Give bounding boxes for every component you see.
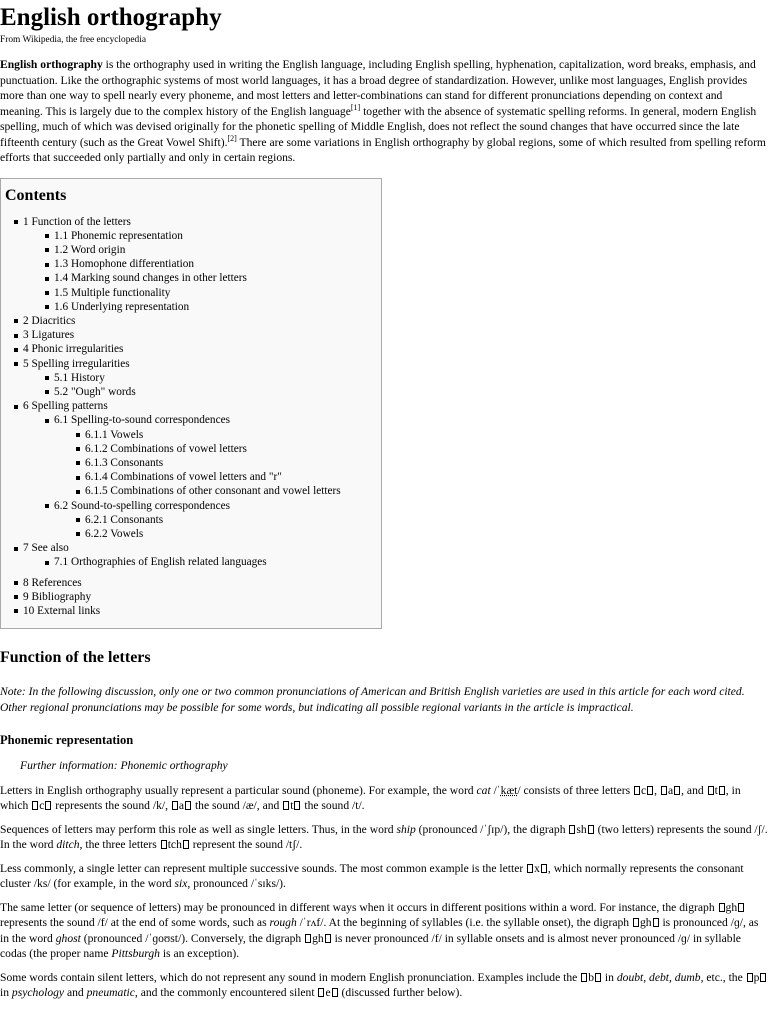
toc-item[interactable] <box>54 229 381 243</box>
toc-link[interactable]: 1.2 Word origin <box>54 243 126 256</box>
text-run: represent the sound /tʃ/. <box>189 838 303 852</box>
text-run: is an exception). <box>159 947 240 961</box>
text-run: , the three letters <box>79 838 160 852</box>
example-word: psychology <box>11 986 65 1000</box>
lead-text-1: is the orthography used in writing the English language, including English spelling, hyphenation, capitalization, word breaks, emphasis, and punctuation. Like the orthographic systems of most world languages, it has a broad degree of standardization. However, unlike most languages, English provides more than one way to spell nearly every phoneme, and most letters and letter-combinations can stand for different pronunciations depending on context and meaning. This is largely due to the complex history of the English language <box>0 58 756 118</box>
toc-link[interactable]: 7.1 Orthographies of English related languages <box>54 556 267 569</box>
letter-example: a <box>178 799 185 813</box>
toc-item[interactable] <box>23 357 381 400</box>
text-run: /ˈrʌf/. At the beginning of syllables (i.e. the syllable onset), the digraph <box>296 916 632 930</box>
letter-example: p <box>753 970 760 984</box>
bracket-glyph-icon <box>634 786 640 795</box>
body-paragraph <box>0 822 768 853</box>
toc-item[interactable] <box>54 555 381 569</box>
text-run: Letters in English orthography usually represent a particular sound (phoneme). For example, the word <box>0 783 477 797</box>
text-run: (two letters) represents the sound /ʃ/. In the word <box>0 822 768 852</box>
toc-item[interactable] <box>54 286 381 300</box>
toc-item[interactable] <box>85 484 381 498</box>
section-heading: Function of the letters <box>0 649 151 667</box>
toc-item[interactable] <box>85 470 381 484</box>
example-word: ditch <box>56 838 80 852</box>
bracket-glyph-icon <box>283 801 289 810</box>
bracket-glyph-icon <box>318 988 324 997</box>
toc-item[interactable] <box>23 314 381 328</box>
bracket-glyph-icon <box>738 903 744 912</box>
toc-link[interactable]: 4 Phonic irregularities <box>23 343 124 356</box>
text-run: etc., the <box>703 970 746 984</box>
letter-example: gh <box>639 916 652 930</box>
text-run: Sequences of letters may perform this role as well as single letters. Thus, in the word <box>0 822 397 836</box>
letter-example: gh <box>312 931 324 945</box>
text-run: is pronounced /ɡ/, as in the word <box>0 916 759 945</box>
lead-text-3: There are some variations in English orthography by global regions, some of which resulted from spelling reform efforts that succeeded only partially and only in certain regions. <box>0 135 766 164</box>
letter-example: a <box>667 783 674 797</box>
toc-item[interactable] <box>54 243 381 257</box>
toc-link[interactable]: 5.1 History <box>54 371 105 384</box>
toc-title: Contents <box>5 186 67 204</box>
example-word: Pittsburgh <box>111 947 160 961</box>
text-run: represents the sound /f/ at the end of some words, such as <box>0 916 270 930</box>
toc-item[interactable] <box>54 499 381 542</box>
toc-link[interactable]: 6.1.1 Vowels <box>85 428 144 441</box>
text-run: , <box>654 783 660 797</box>
bracket-glyph-icon <box>183 840 189 849</box>
toc-list <box>1 215 381 619</box>
bracket-glyph-icon <box>653 918 659 927</box>
page-title: English orthography <box>0 4 222 31</box>
text-run: in <box>0 986 12 1000</box>
toc-link[interactable]: 6.2.1 Consonants <box>85 513 164 526</box>
toc-item[interactable] <box>85 442 381 456</box>
toc-link[interactable]: 6.2.2 Vowels <box>85 527 144 540</box>
bracket-glyph-icon <box>569 825 575 834</box>
example-word: cat <box>476 783 491 797</box>
example-word: ghost <box>55 931 81 945</box>
body-paragraph <box>0 900 768 962</box>
letter-example: x <box>534 861 540 875</box>
toc-link[interactable]: 8 References <box>23 576 82 589</box>
body-paragraph <box>0 783 768 814</box>
toc-item[interactable] <box>23 541 381 569</box>
toc-item[interactable] <box>23 590 381 604</box>
text-run: the sound /æ/, and <box>192 799 283 813</box>
toc-link[interactable]: 1.3 Homophone differentiation <box>54 258 195 271</box>
toc-link[interactable]: 1.6 Underlying representation <box>54 300 190 313</box>
letter-example: t <box>714 783 718 797</box>
bracket-glyph-icon <box>719 786 725 795</box>
toc-link[interactable]: 6.1.3 Consonants <box>85 456 164 469</box>
toc-item[interactable] <box>85 527 381 541</box>
toc-link[interactable]: 5.2 "Ough" words <box>54 385 136 398</box>
hatnote[interactable]: Further information: Phonemic orthography <box>20 759 228 773</box>
toc-link[interactable]: 1.4 Marking sound changes in other letters <box>54 272 247 285</box>
example-word: doubt, debt, dumb, <box>616 970 704 984</box>
toc-link[interactable]: 6.1.4 Combinations of vowel letters and "r" <box>85 471 282 484</box>
bracket-glyph-icon <box>32 801 38 810</box>
toc-link[interactable]: 10 External links <box>23 604 101 617</box>
toc-link[interactable]: 6 Spelling patterns <box>23 400 108 413</box>
toc-link[interactable]: 6.1.5 Combinations of other consonant and vowel letters <box>85 485 341 498</box>
letter-example: gh <box>725 900 738 914</box>
text-run: The same letter (or sequence of letters) may be pronounced in different ways when it occurs in different positions within a word. For instance, the digraph <box>0 900 718 914</box>
toc-item[interactable] <box>23 576 381 590</box>
bracket-glyph-icon <box>172 801 178 810</box>
example-word: six <box>174 877 188 891</box>
toc-item[interactable] <box>85 513 381 527</box>
bracket-glyph-icon <box>661 786 667 795</box>
bracket-glyph-icon <box>647 786 653 795</box>
letter-example: sh <box>576 822 587 836</box>
toc-link[interactable]: 1.1 Phonemic representation <box>54 229 183 242</box>
bracket-glyph-icon <box>747 973 753 982</box>
bracket-glyph-icon <box>45 801 51 810</box>
example-word: pneumatic <box>86 986 135 1000</box>
lead-bold-term: English orthography <box>0 58 103 71</box>
tagline: From Wikipedia, the free encyclopedia <box>0 35 147 45</box>
bracket-glyph-icon <box>332 988 338 997</box>
letter-example: t <box>290 799 294 813</box>
bracket-glyph-icon <box>305 934 311 943</box>
letter-example: e <box>325 986 331 1000</box>
text-run: is never pronounced /f/ in syllable onsets and is almost never pronounced /ɡ/ in syllable codas (the proper name <box>0 931 741 961</box>
toc-item[interactable] <box>54 271 381 285</box>
bracket-glyph-icon <box>294 801 300 810</box>
letter-example: c <box>641 783 647 797</box>
bracket-glyph-icon <box>595 973 601 982</box>
text-run: /ˈ <box>490 783 501 797</box>
toc-item[interactable] <box>54 371 381 385</box>
text-run: represents the sound /k/, <box>52 799 171 813</box>
bracket-glyph-icon <box>161 840 167 849</box>
text-run: , and the commonly encountered silent <box>134 986 318 1000</box>
bracket-glyph-icon <box>588 825 594 834</box>
text-run: / consists of three letters <box>517 783 634 797</box>
toc-link[interactable]: 1 Function of the letters <box>23 215 131 228</box>
reference-link-1[interactable]: [1] <box>350 102 361 112</box>
toc-link[interactable]: 1.5 Multiple functionality <box>54 286 171 299</box>
italic-note: Note: In the following discussion, only one or two common pronunciations of American and British English varieties are used in this article for each word cited. Other regional pronunciations may be possible for some words, but indicating all possible regional variants in the article is impractical. <box>0 685 745 714</box>
example-word: rough <box>269 916 297 930</box>
toc-link[interactable]: 9 Bibliography <box>23 590 92 603</box>
toc-item[interactable] <box>23 604 381 618</box>
letter-example: b <box>588 970 595 984</box>
text-run: (discussed further below). <box>338 986 463 1000</box>
toc-item[interactable] <box>23 215 381 314</box>
example-word: ship <box>396 822 416 836</box>
toc-link[interactable]: 6.1 Spelling-to-sound correspondences <box>54 414 231 427</box>
bracket-glyph-icon <box>581 973 587 982</box>
text-run: , which normally represents the consonant cluster /ks/ (for example, in the word <box>0 861 744 891</box>
bracket-glyph-icon <box>527 864 533 873</box>
letter-example: c <box>39 799 45 813</box>
text-run: and <box>64 986 87 1000</box>
lead-text-2: together with the absence of systematic spelling reforms. In general, modern English spelling, much of which was devised originally for the phonetic spelling of Middle English, does not reflect the sound changes that have occurred since the late fifteenth century (such as the Great Vowel Shift). <box>0 104 757 149</box>
toc-link[interactable]: 6.2 Sound-to-spelling correspondences <box>54 499 231 512</box>
bracket-glyph-icon <box>760 973 766 982</box>
toc-item[interactable] <box>54 300 381 314</box>
bracket-glyph-icon <box>633 918 639 927</box>
toc-link[interactable]: 5 Spelling irregularities <box>23 357 130 370</box>
text-run: , and <box>681 783 707 797</box>
text-run: (pronounced /ˈɡoʊst/). Conversely, the digraph <box>80 931 305 945</box>
ipa-transcription[interactable]: kæt <box>500 783 518 797</box>
text-run: , in which <box>0 783 741 813</box>
lead-paragraph <box>0 57 768 166</box>
text-run: in <box>602 970 617 984</box>
text-run: , pronounced /ˈsɪks/). <box>187 877 286 891</box>
toc-item[interactable] <box>85 456 381 470</box>
toc-link[interactable]: 7 See also <box>23 542 69 555</box>
text-run: (pronounced /ˈʃɪp/), the digraph <box>415 822 569 836</box>
text-run: Some words contain silent letters, which do not represent any sound in modern English pronunciation. Examples include the <box>0 970 581 984</box>
bracket-glyph-icon <box>674 786 680 795</box>
text-run: the sound /t/. <box>301 799 365 813</box>
toc-item[interactable] <box>54 257 381 271</box>
toc-item[interactable] <box>23 328 381 342</box>
reference-link-2[interactable]: [2] <box>227 133 237 143</box>
toc-item[interactable] <box>54 413 381 498</box>
body-paragraph <box>0 861 768 892</box>
bracket-glyph-icon <box>708 786 714 795</box>
bracket-glyph-icon <box>719 903 725 912</box>
toc-item[interactable] <box>54 385 381 399</box>
text-run: Less commonly, a single letter can represent multiple successive sounds. The most common example is the letter <box>0 861 527 875</box>
toc-item[interactable] <box>23 399 381 541</box>
toc-link[interactable]: 6.1.2 Combinations of vowel letters <box>85 442 247 455</box>
toc-item[interactable] <box>23 342 381 356</box>
bracket-glyph-icon <box>185 801 191 810</box>
bracket-glyph-icon <box>325 934 331 943</box>
toc-link[interactable]: 3 Ligatures <box>23 329 75 342</box>
toc-item[interactable] <box>85 428 381 442</box>
table-of-contents <box>0 178 382 630</box>
bracket-glyph-icon <box>541 864 547 873</box>
subsection-heading: Phonemic representation <box>0 733 134 748</box>
body-paragraph <box>0 970 768 1001</box>
letter-example: tch <box>167 838 182 852</box>
toc-link[interactable]: 2 Diacritics <box>23 314 76 327</box>
